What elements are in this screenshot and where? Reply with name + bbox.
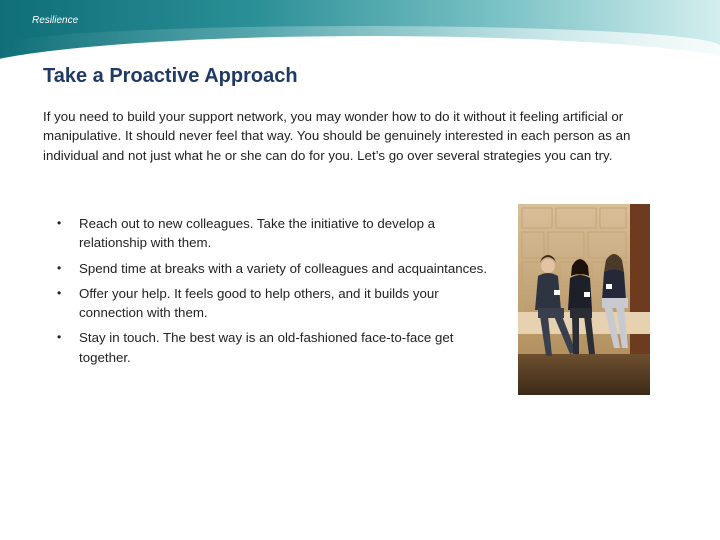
list-item-text: Reach out to new colleagues. Take the initiative to develop a relationship with them. — [79, 216, 436, 251]
bullet-icon: • — [57, 330, 62, 345]
list-item — [55, 214, 495, 253]
list-item-text: Offer your help. It feels good to help others, and it builds your connection with them. — [79, 285, 439, 321]
bullet-icon: • — [57, 260, 62, 275]
bullet-icon: • — [57, 216, 62, 230]
colleagues-photo — [518, 204, 650, 395]
deck-label: Resilience — [32, 15, 79, 26]
slide-title: Take a Proactive Approach — [43, 65, 298, 87]
list-item-text: Spend time at breaks with a variety of colleagues and acquaintances. — [79, 260, 488, 276]
colleagues-photo-illustration — [518, 204, 650, 395]
bullet-icon: • — [57, 285, 62, 300]
list-item-text: Stay in touch. The best way is an old-fashioned face-to-face get together. — [79, 330, 454, 365]
list-item — [55, 259, 495, 278]
list-item — [55, 328, 495, 367]
header-banner — [0, 0, 720, 70]
intro-paragraph: If you need to build your support network, you may wonder how to do it without it feeling artificial or manipulative. It should never feel that way. You should be genuinely interested in each person as an individual and not just what he or she can do for you. Let’s go over several strategies you can try. — [43, 109, 631, 163]
strategy-list — [55, 214, 495, 373]
list-item — [55, 284, 495, 323]
